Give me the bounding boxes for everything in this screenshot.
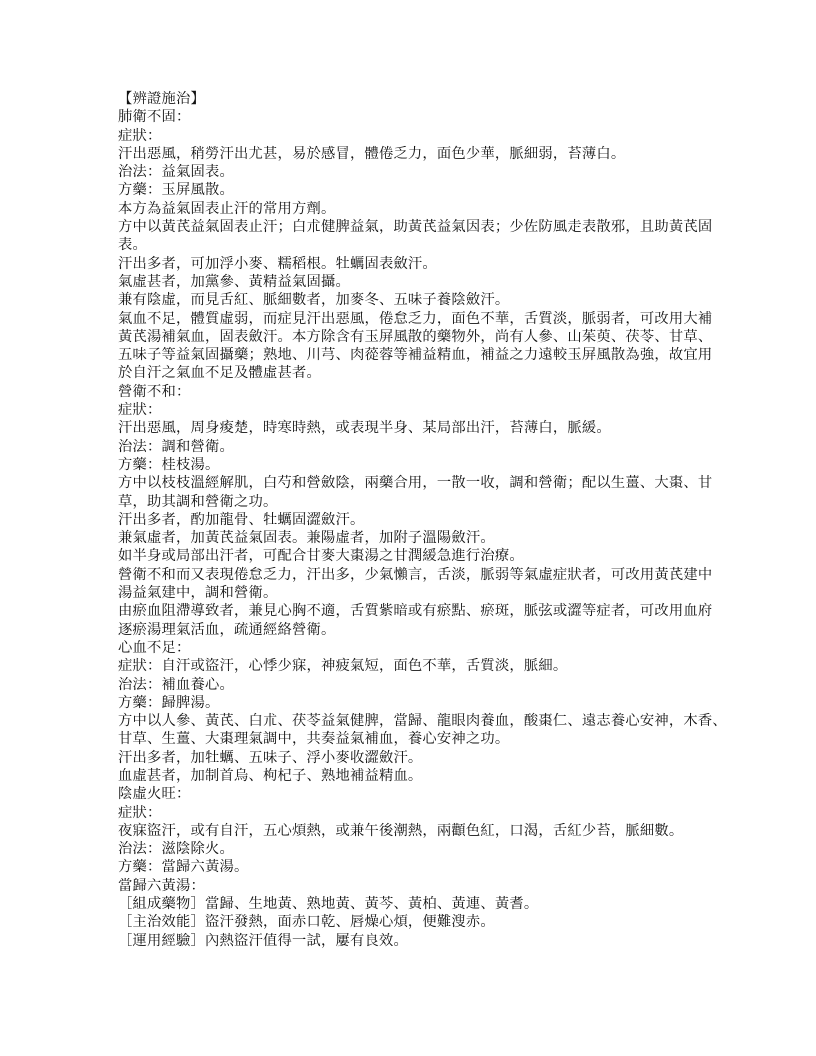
text-line: ［組成藥物］當歸、生地黃、熟地黃、黃芩、黃柏、黃連、黃耆。 [118,896,539,913]
text-line: 陰虛火旺： [118,786,191,803]
text-line: 汗出多者，酌加龍骨、牡蠣固澀斂汗。 [118,511,365,528]
text-line: ［主治效能］盜汗發熱，面赤口乾、唇燥心煩，便難溲赤。 [118,914,495,931]
text-line: 甘草、生薑、大棗理氣調中，共奏益氣補血，養心安神之功。 [118,731,510,748]
text-line: 氣血不足，體質虛弱，而症見汗出惡風，倦怠乏力，面色不華，舌質淡，脈弱者，可改用大補 [118,310,713,327]
text-line: 症狀： [118,804,162,821]
text-line: 營衛不和而又表現倦怠乏力，汗出多，少氣懶言，舌淡，脈弱等氣虛症狀者，可改用黃芪建中 [118,566,713,583]
text-line: 夜寐盜汗，或有自汗，五心煩熱，或兼午後潮熱，兩顴色紅，口渴，舌紅少苔，脈細數。 [118,822,684,839]
text-line: 表。 [118,237,147,254]
text-line: 汗出惡風，周身痠楚，時寒時熱，或表現半身、某局部出汗，苔薄白，脈緩。 [118,420,611,437]
text-line: 症狀：自汗或盜汗，心悸少寐，神疲氣短，面色不華，舌質淡，脈細。 [118,658,568,675]
text-line: 方中以黃芪益氣固表止汗；白朮健脾益氣，助黃芪益氣因表；少佐防風走表散邪，且助黃芪固 [118,219,713,236]
text-line: 汗出惡風，稍勞汗出尤甚，易於感冒，體倦乏力，面色少華，脈細弱，苔薄白。 [118,145,626,162]
text-line: 心血不足： [118,639,191,656]
text-line: 方藥：玉屏風散。 [118,182,234,199]
text-line: 營衛不和： [118,383,191,400]
text-line: 汗出多者，加牡蠣、五味子、浮小麥收澀斂汗。 [118,749,423,766]
text-line: 汗出多者，可加浮小麥、糯稻根。牡蠣固表斂汗。 [118,255,437,272]
text-line: 方藥：桂枝湯。 [118,456,220,473]
text-line: 氣虛甚者，加黨參、黃精益氣固攝。 [118,273,350,290]
text-line: 草，助其調和營衛之功。 [118,493,278,510]
text-line: 方藥：當歸六黃湯。 [118,859,249,876]
text-line: 當歸六黃湯： [118,877,205,894]
text-line: 肺衛不固： [118,109,191,126]
text-line: 如半身或局部出汗者，可配合甘麥大棗湯之甘潤緩急進行治療。 [118,548,524,565]
text-line: 兼有陰虛，而見舌紅、脈細數者，加麥冬、五味子養陰斂汗。 [118,292,510,309]
text-line: 本方為益氣固表止汗的常用方劑。 [118,200,336,217]
text-line: 治法：滋陰除火。 [118,841,234,858]
text-line: 於自汗之氣血不足及體虛甚者。 [118,365,321,382]
text-line: 方藥：歸脾湯。 [118,694,220,711]
text-line: 症狀： [118,402,162,419]
text-line: 逐瘀湯理氣活血，疏通經絡營衛。 [118,621,336,638]
text-line: 治法：調和營衛。 [118,438,234,455]
section-heading: 【辨證施治】 [118,91,205,107]
text-line: 由瘀血阻滯導致者，兼見心胸不適，舌質紫暗或有瘀點、瘀斑，脈弦或澀等症者，可改用血府 [118,603,713,620]
text-line: ［運用經驗］內熱盜汗值得一試，屢有良效。 [118,932,408,949]
text-block [118,90,727,950]
text-line: 血虛甚者，加制首烏、枸杞子、熟地補益精血。 [118,767,423,784]
text-line: 兼氣虛者，加黃芪益氣固表。兼陽虛者，加附子溫陽斂汗。 [118,530,495,547]
text-line: 湯益氣建中，調和營衛。 [118,585,278,602]
text-line: 症狀： [118,127,162,144]
text-line: 五味子等益氣固攝藥；熟地、川芎、肉蓯蓉等補益精血，補益之力遠較玉屏風散為強，故宜用 [118,347,713,364]
text-line: 治法：補血養心。 [118,676,234,693]
text-line: 治法：益氣固表。 [118,164,234,181]
text-line: 方中以枝枝溫經解肌，白芍和營斂陰，兩藥合用，一散一收，調和營衛；配以生薑、大棗、甘 [118,475,713,492]
text-line: 方中以人參、黃芪、白朮、茯苓益氣健脾，當歸、龍眼肉養血，酸棗仁、遠志養心安神，木香、 [118,713,727,730]
text-line: 黃芪湯補氣血，固表斂汗。本方除含有玉屏風散的藥物外，尚有人參、山茱萸、茯苓、甘草、 [118,328,713,345]
